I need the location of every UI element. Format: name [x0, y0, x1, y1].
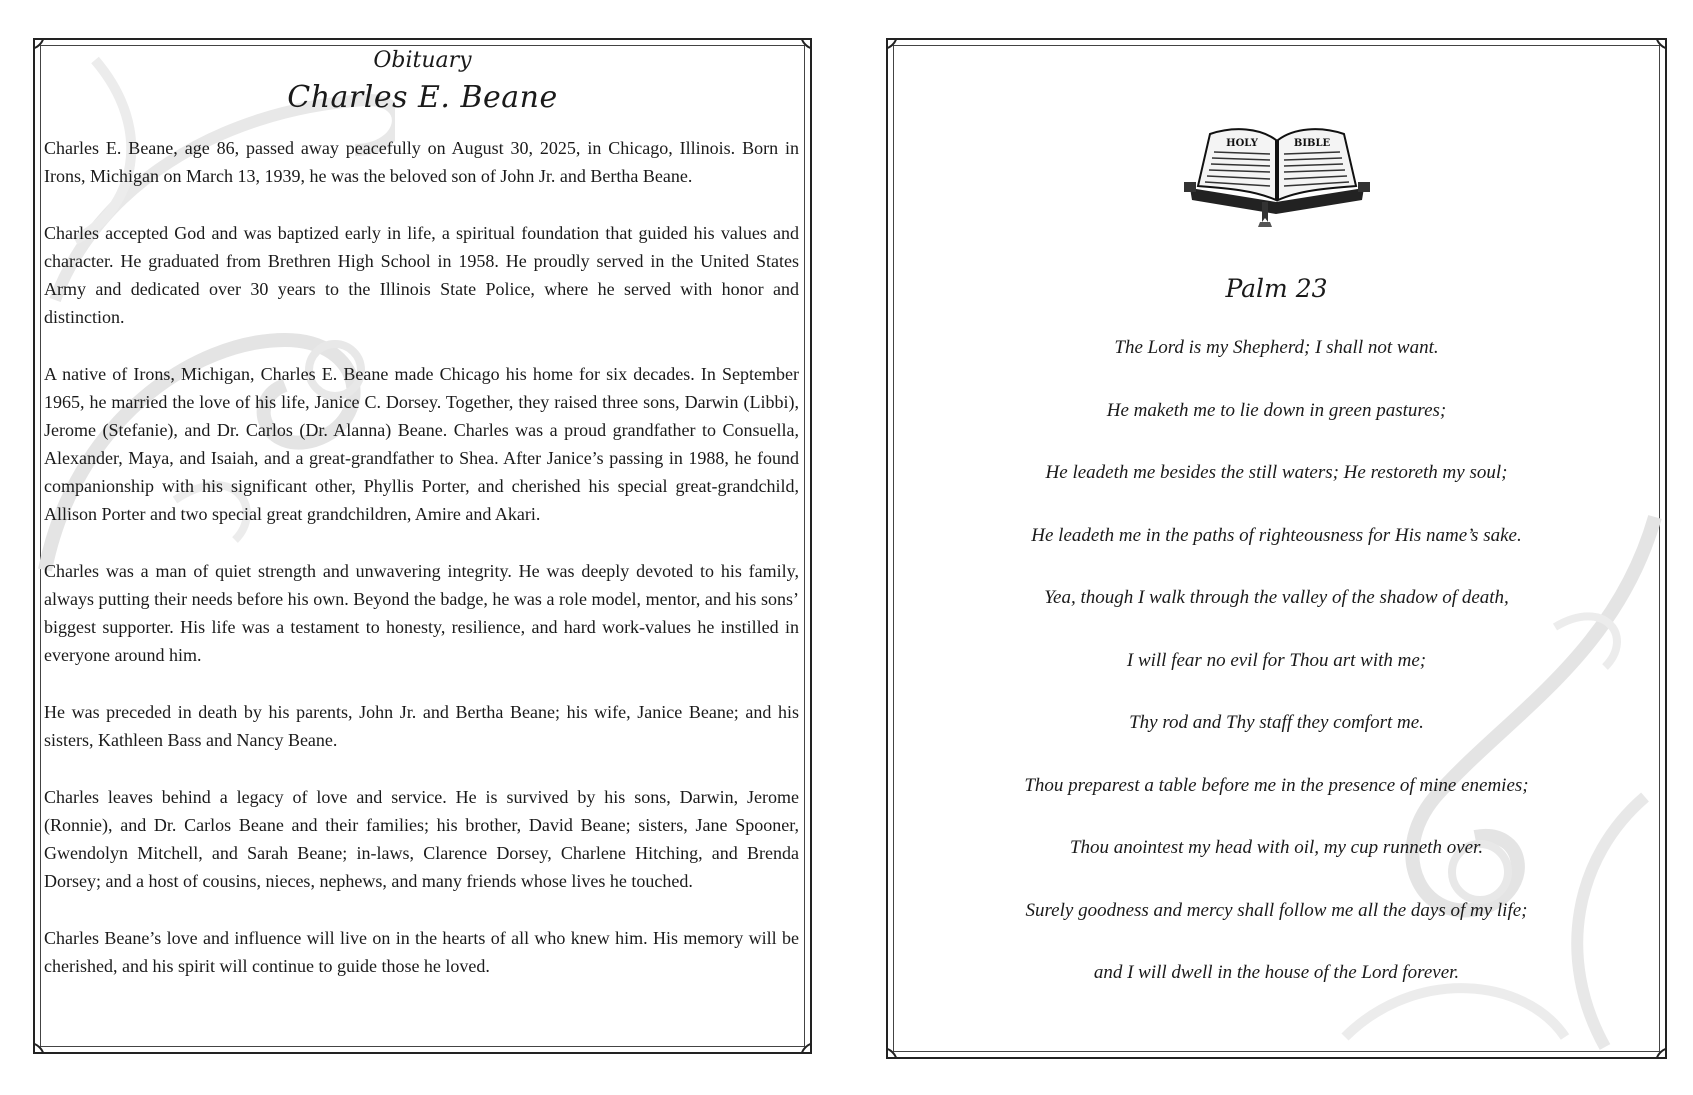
psalm-verse: Thou anointest my head with oil, my cup runneth over.: [1069, 837, 1484, 858]
obituary-paragraph: Charles Beane’s love and influence will live on in the hearts of all who knew him. His memory will be cherished, and his spirit will continue to guide those he loved.: [44, 928, 799, 976]
psalm-title: Palm 23: [1225, 274, 1328, 303]
obituary-paragraph: Charles accepted God and was baptized early in life, a spiritual foundation that guided his values and character. He graduated from Brethren High School in 1958. He proudly served in the United States Army and dedicated over 30 years to the Illinois State Police, where he served with honor and distinction.: [44, 223, 799, 327]
bible-right-text: BIBLE: [1293, 138, 1331, 149]
bible-left-text: HOLY: [1226, 138, 1258, 149]
psalm-verse: Surely goodness and mercy shall follow me all the days of my life;: [1025, 899, 1528, 921]
psalm-verse: Thy rod and Thy staff they comfort me.: [1129, 712, 1424, 733]
deceased-name: Charles E. Beane: [287, 80, 558, 115]
obituary-paragraph: Charles E. Beane, age 86, passed away peacefully on August 30, 2025, in Chicago, Illinois. Born in Irons, Michigan on March 13, 1939, he was the beloved son of John Jr. and Bertha Beane.: [44, 138, 799, 186]
psalm-verse: I will fear no evil for Thou art with me;: [1126, 649, 1427, 671]
psalm-verse: He leadeth me in the paths of righteousness for His name’s sake.: [1031, 524, 1522, 546]
obituary-page: [33, 38, 812, 1054]
psalm-verse: Thou preparest a table before me in the presence of mine enemies;: [1024, 774, 1529, 796]
obituary-paragraph: Charles leaves behind a legacy of love and service. He is survived by his sons, Darwin, Jerome (Ronnie), and Dr. Carlos Beane and their families; his brother, David Beane; sisters, Jane Spooner, Gwendolyn Mitchell, and Sarah Beane; in-laws, Clarence Dorsey, Charlene Hitching, and Brenda Dorsey; and a host of cousins, nieces, nephews, and many friends whose lives he touched.: [44, 787, 799, 891]
psalm-verse: He leadeth me besides the still waters; He restoreth my soul;: [1045, 462, 1508, 483]
psalm-verse: The Lord is my Shepherd; I shall not want.: [1114, 337, 1439, 358]
psalm-verse: Yea, though I walk through the valley of the shadow of death,: [1044, 587, 1509, 608]
obituary-paragraph: He was preceded in death by his parents, John Jr. and Bertha Beane; his wife, Janice Beane; and his sisters, Kathleen Bass and Nancy Beane.: [44, 702, 799, 750]
obituary-paragraph: A native of Irons, Michigan, Charles E. Beane made Chicago his home for six decades. In September 1965, he married the love of his life, Janice C. Dorsey. Together, they raised three sons, Darwin (Libbi), Jerome (Stefanie), and Dr. Carlos (Dr. Alanna) Beane. Charles was a proud grandfather to Consuella, Alexander, Maya, and Isaiah, and a great-grandfather to Shea. After Janice’s passing in 1988, he found companionship with his significant other, Phyllis Porter, and cherished his special great-grandchild, Allison Porter and two special great grandchildren, Amire and Akari.: [44, 364, 799, 524]
psalm-verse: He maketh me to lie down in green pastures;: [1106, 399, 1447, 421]
obituary-text: [44, 134, 799, 1009]
psalm-verses: [888, 336, 1665, 1024]
obituary-paragraph: Charles was a man of quiet strength and unwavering integrity. He was deeply devoted to his family, always putting their needs before his own. Beyond the badge, he was a role model, mentor, and his sons’ biggest supporter. His life was a testament to honesty, resilience, and hard work-values he instilled in everyone around him.: [44, 561, 799, 665]
psalm-page: [886, 38, 1667, 1059]
obituary-label: Obituary: [373, 48, 472, 73]
psalm-verse: and I will dwell in the house of the Lord forever.: [1093, 962, 1460, 983]
open-bible-icon: [1184, 116, 1370, 228]
